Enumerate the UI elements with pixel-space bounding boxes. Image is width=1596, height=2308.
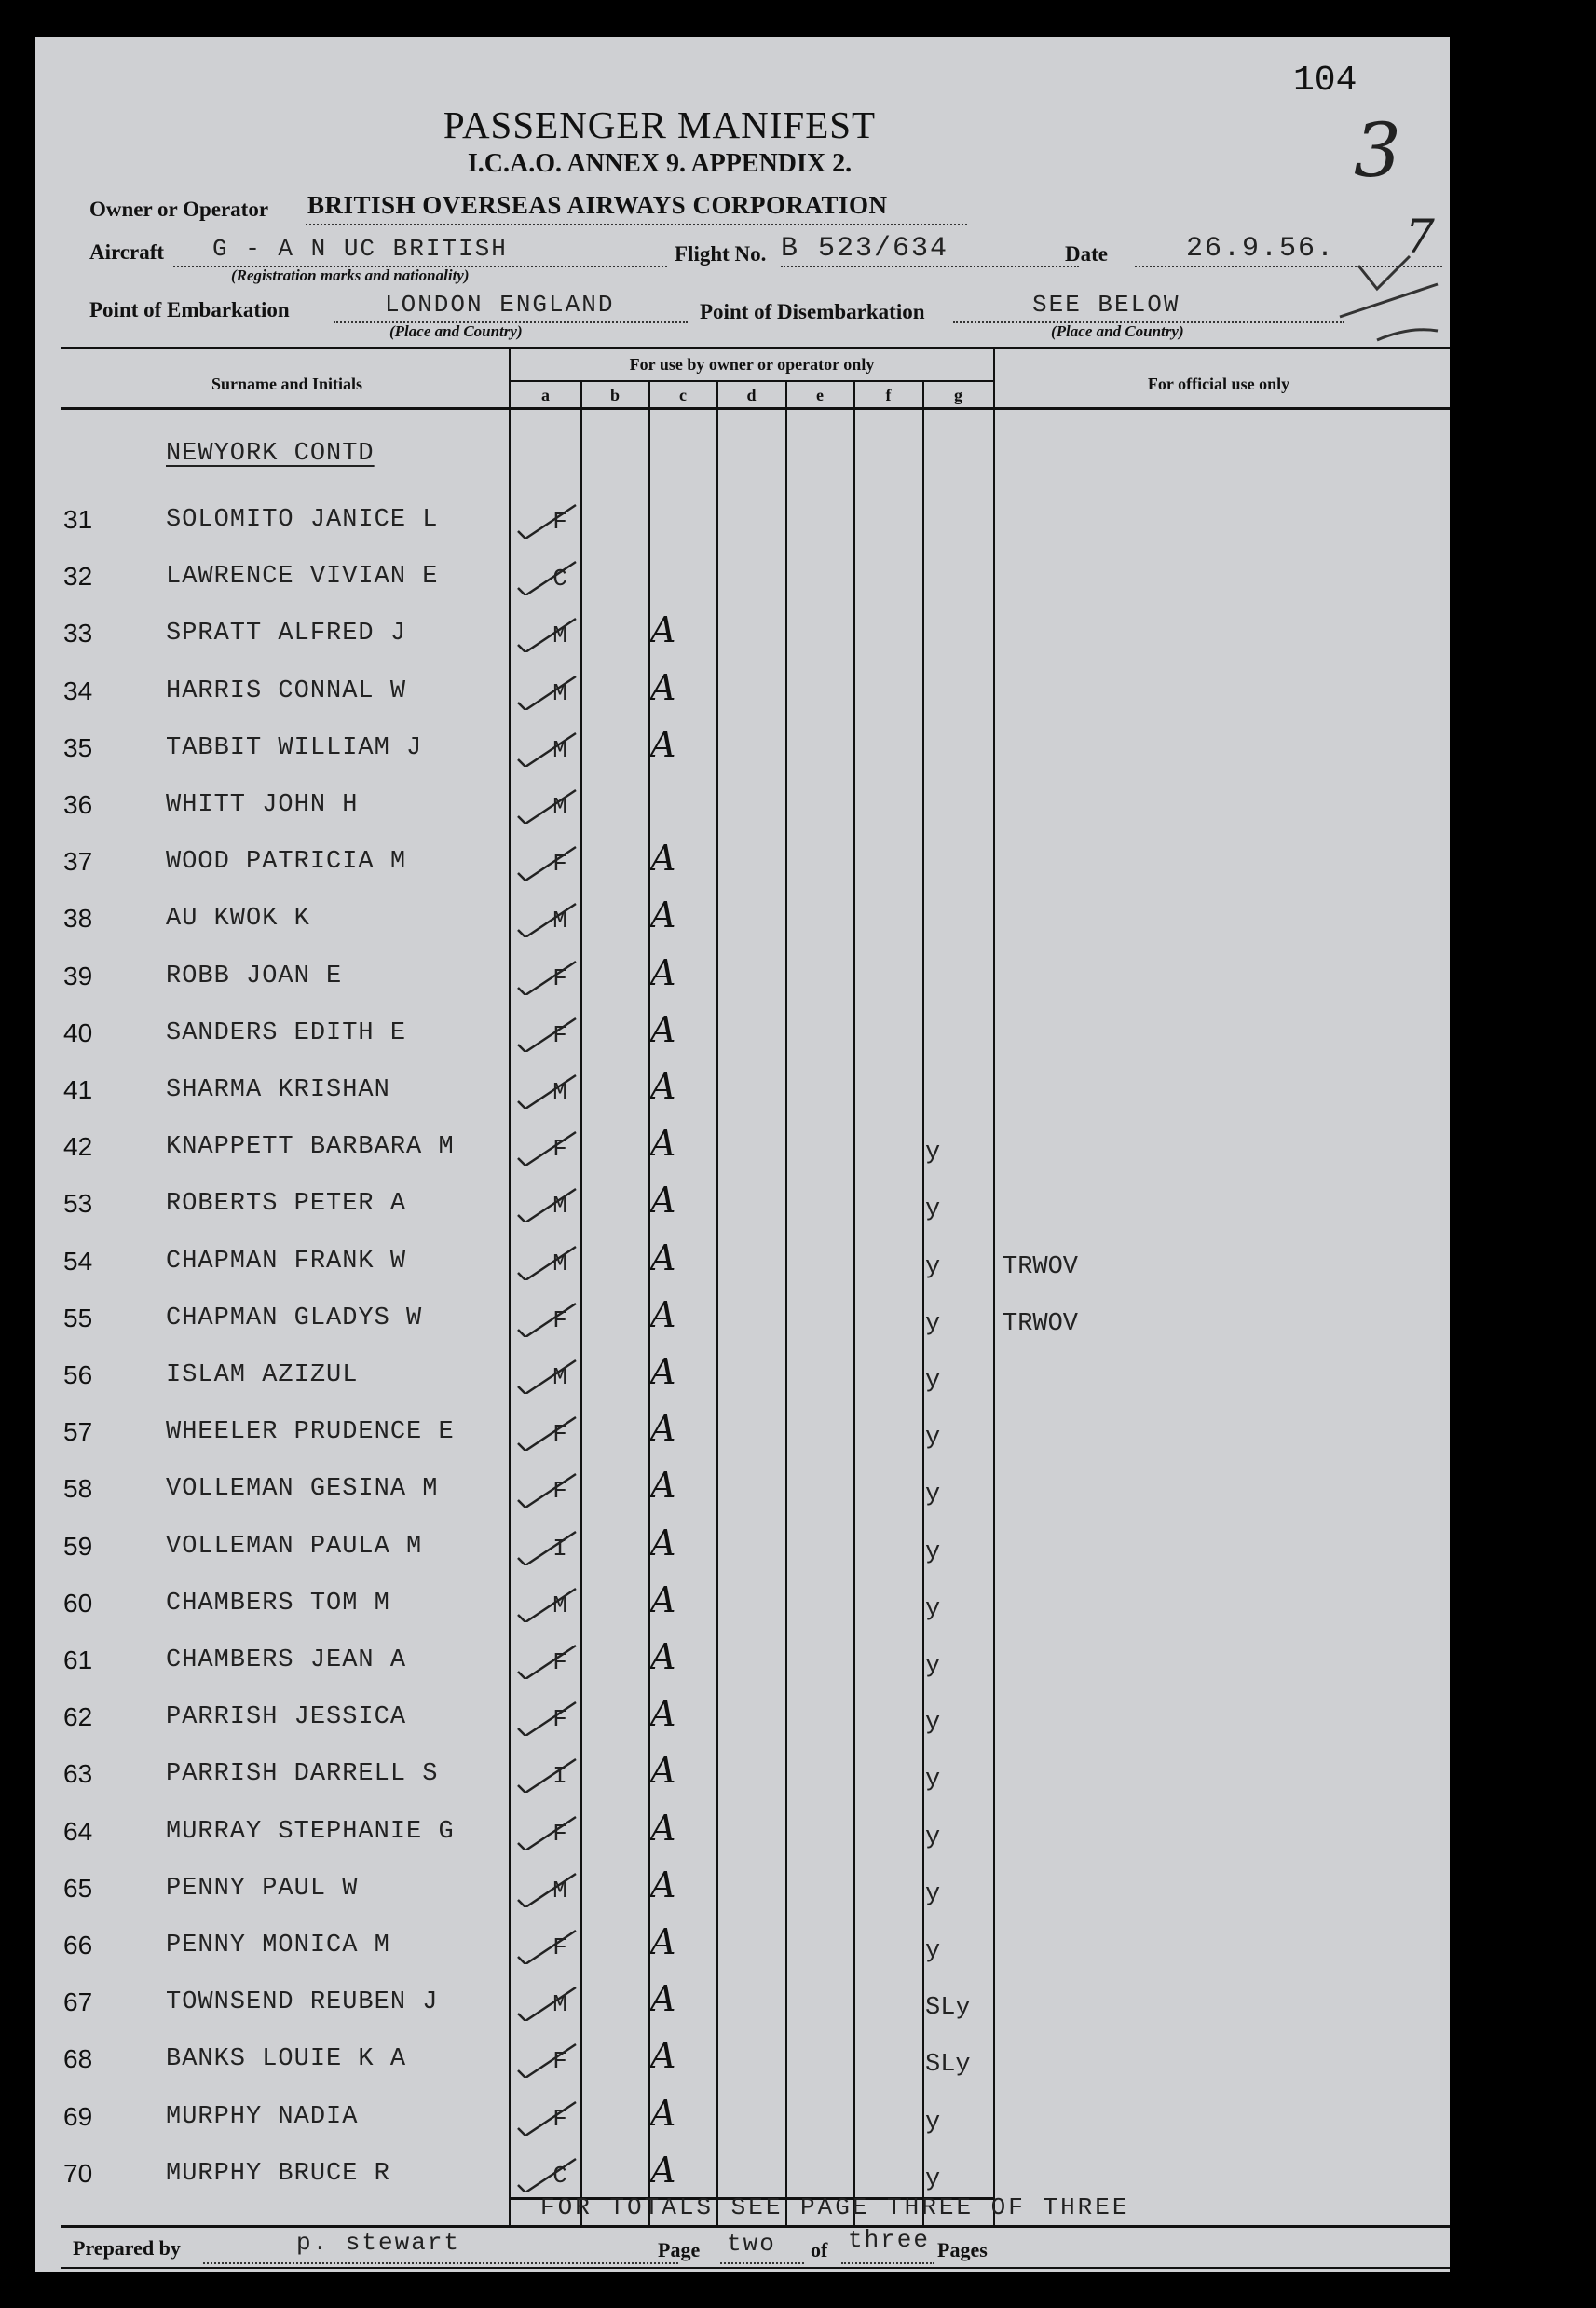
check-mark [511, 1015, 585, 1052]
row-number: 69 [63, 2102, 93, 2131]
passenger-name: PENNY MONICA M [166, 1932, 390, 1960]
check-mark [511, 615, 585, 652]
section-heading: NEWYORK CONTD [166, 440, 375, 468]
embarkation-note: (Place and Country) [389, 322, 523, 340]
row-number: 37 [63, 847, 93, 876]
passenger-name: AU KWOK K [166, 905, 310, 933]
col-g-mark: y [925, 1253, 941, 1281]
row-number: 66 [63, 1931, 93, 1960]
col-a-value: I [552, 1535, 567, 1563]
check-mark [511, 1243, 585, 1280]
check-mark [511, 1357, 585, 1394]
page-title: PASSENGER MANIFEST [443, 103, 877, 146]
row-number: 60 [63, 1589, 93, 1618]
col-c-mark: A [650, 895, 676, 935]
col-g-mark: SLy [925, 2051, 971, 2079]
row-number: 65 [63, 1874, 93, 1903]
check-mark [511, 1813, 585, 1850]
passenger-name: TOWNSEND REUBEN J [166, 1988, 439, 2016]
passenger-name: ROBB JOAN E [166, 963, 343, 990]
official-note: TRWOV [1003, 1253, 1079, 1281]
col-a-value: F [552, 1933, 567, 1961]
row-number: 54 [63, 1247, 93, 1276]
col-a-value: M [552, 621, 567, 649]
passenger-name: VOLLEMAN PAULA M [166, 1533, 423, 1561]
col-c-mark: A [650, 2035, 676, 2076]
check-mark [511, 1128, 585, 1166]
col-a-value: C [552, 565, 567, 593]
col-c-mark: A [650, 1009, 676, 1050]
totals-note: FOR TOTALS SEE PAGE THREE OF THREE [540, 2193, 1130, 2221]
aircraft-value: G - A N UC BRITISH [212, 235, 508, 263]
col-g-mark: y [925, 1195, 941, 1223]
passenger-name: KNAPPETT BARBARA M [166, 1133, 455, 1161]
col-a-value: M [552, 1192, 567, 1220]
col-g-mark: y [925, 1367, 941, 1395]
col-a-value: M [552, 1591, 567, 1619]
row-number: 39 [63, 962, 93, 990]
check-mark [511, 958, 585, 995]
date-value: 26.9.56. [1186, 233, 1336, 265]
row-number: 32 [63, 562, 93, 591]
passenger-name: BANKS LOUIE K A [166, 2045, 407, 2073]
check-mark [511, 2098, 585, 2136]
check-mark [511, 1072, 585, 1109]
row-number: 33 [63, 619, 93, 648]
passenger-name: WHITT JOHN H [166, 791, 359, 819]
col-g-mark: y [925, 1766, 941, 1794]
check-mark [511, 900, 585, 937]
col-a-value: F [552, 508, 567, 536]
manifest-page [35, 37, 1450, 2272]
row-number: 36 [63, 790, 93, 819]
col-g-mark: y [925, 1823, 941, 1851]
row-number: 56 [63, 1360, 93, 1389]
col-c-mark: A [650, 1351, 676, 1392]
check-mark [511, 1585, 585, 1622]
aircraft-label: Aircraft [89, 240, 165, 264]
col-a-value: F [552, 850, 567, 878]
col-b-header: b [609, 386, 620, 404]
passenger-name: MURPHY NADIA [166, 2103, 359, 2131]
col-c-mark: A [650, 838, 676, 879]
col-c-mark: A [650, 1750, 676, 1791]
col-e-header: e [816, 386, 824, 404]
col-c-mark: A [650, 1808, 676, 1849]
passenger-name: TABBIT WILLIAM J [166, 734, 423, 762]
col-a-value: M [552, 1990, 567, 2018]
passenger-name: WHEELER PRUDENCE E [166, 1418, 455, 1446]
check-mark [511, 1413, 585, 1451]
passenger-name: CHAMBERS JEAN A [166, 1646, 407, 1674]
col-a-value: F [552, 1820, 567, 1848]
col-a-value: C [552, 2162, 567, 2190]
col-a-header: a [541, 386, 550, 404]
owner-label: Owner or Operator [89, 198, 269, 221]
passenger-name: MURRAY STEPHANIE G [166, 1818, 455, 1846]
col-a-value: F [552, 1705, 567, 1733]
col-g-mark: y [925, 1538, 941, 1566]
owner-value: BRITISH OVERSEAS AIRWAYS CORPORATION [307, 191, 888, 219]
col-g-mark: SLy [925, 1994, 971, 2022]
row-number: 57 [63, 1417, 93, 1446]
col-official-header: For official use only [1147, 375, 1290, 393]
check-mark [511, 673, 585, 710]
col-a-value: M [552, 679, 567, 707]
pages-label: Pages [937, 2238, 988, 2261]
passenger-name: VOLLEMAN GESINA M [166, 1475, 439, 1503]
passenger-name: CHAPMAN GLADYS W [166, 1304, 423, 1332]
page-label: Page [658, 2238, 701, 2261]
handwritten-corner-tick: 7 [1405, 210, 1435, 264]
col-g-mark: y [925, 1595, 941, 1623]
row-number: 64 [63, 1817, 93, 1846]
passenger-name: LAWRENCE VIVIAN E [166, 563, 439, 591]
embarkation-label: Point of Embarkation [89, 298, 290, 321]
passenger-name: SHARMA KRISHAN [166, 1076, 390, 1104]
col-g-header: g [954, 386, 962, 404]
row-number: 35 [63, 733, 93, 762]
passenger-name: PARRISH DARRELL S [166, 1760, 439, 1788]
col-a-value: F [552, 2105, 567, 2133]
col-c-mark: A [650, 1294, 676, 1335]
col-g-mark: y [925, 1709, 941, 1737]
passenger-name: SANDERS EDITH E [166, 1019, 407, 1047]
col-g-mark: y [925, 1310, 941, 1338]
col-a-value: F [552, 1021, 567, 1049]
check-mark [511, 786, 585, 824]
col-a-value: M [552, 736, 567, 764]
prepared-value: p. stewart [296, 2229, 461, 2257]
row-number: 42 [63, 1132, 93, 1161]
check-mark [511, 501, 585, 539]
row-number: 62 [63, 1702, 93, 1731]
col-g-mark: y [925, 2165, 941, 2193]
col-c-mark: A [650, 2150, 676, 2191]
page-number: 104 [1293, 61, 1357, 101]
col-c-mark: A [650, 1523, 676, 1564]
row-number: 55 [63, 1304, 93, 1332]
of-value: three [848, 2226, 931, 2254]
prepared-label: Prepared by [73, 2236, 181, 2260]
col-c-mark: A [650, 1237, 676, 1278]
col-c-mark: A [650, 1579, 676, 1620]
col-g-mark: y [925, 1481, 941, 1509]
col-c-mark: A [650, 1636, 676, 1677]
col-c-mark: A [650, 1978, 676, 2019]
disembarkation-value: SEE BELOW [1032, 291, 1180, 319]
col-a-value: F [552, 2047, 567, 2075]
handwritten-corner-mark: 3 [1354, 107, 1401, 194]
row-number: 68 [63, 2044, 93, 2073]
col-g-mark: y [925, 1937, 941, 1965]
passenger-name: SOLOMITO JANICE L [166, 506, 439, 534]
of-label: of [811, 2238, 828, 2261]
col-c-mark: A [650, 1864, 676, 1905]
check-mark [511, 1185, 585, 1222]
col-c-mark: A [650, 1921, 676, 1962]
check-mark [511, 2155, 585, 2192]
check-mark [511, 1300, 585, 1337]
page-value: two [727, 2230, 776, 2258]
col-a-value: M [552, 907, 567, 935]
check-mark [511, 1699, 585, 1736]
row-number: 40 [63, 1018, 93, 1047]
row-number: 34 [63, 676, 93, 705]
col-a-value: M [552, 793, 567, 821]
row-number: 61 [63, 1646, 93, 1674]
col-a-value: M [552, 1363, 567, 1391]
col-d-header: d [746, 386, 757, 404]
check-mark [511, 2041, 585, 2078]
col-c-mark: A [650, 667, 676, 708]
row-number: 63 [63, 1759, 93, 1788]
check-mark [511, 558, 585, 595]
flight-value: B 523/634 [781, 233, 949, 265]
col-a-value: M [552, 1250, 567, 1277]
check-mark [511, 1642, 585, 1679]
passenger-name: MURPHY BRUCE R [166, 2160, 390, 2188]
row-number: 59 [63, 1532, 93, 1561]
col-g-mark: y [925, 2109, 941, 2137]
corner-tick-strokes [1321, 247, 1442, 349]
col-a-value: F [552, 1477, 567, 1505]
col-a-value: F [552, 1135, 567, 1163]
check-mark [511, 1870, 585, 1907]
passenger-name: CHAMBERS TOM M [166, 1590, 390, 1618]
check-mark [511, 1927, 585, 1964]
check-mark [511, 1755, 585, 1793]
page-subtitle: I.C.A.O. ANNEX 9. APPENDIX 2. [467, 149, 853, 178]
row-number: 67 [63, 1987, 93, 2016]
col-g-mark: y [925, 1139, 941, 1167]
col-a-value: M [552, 1078, 567, 1106]
passenger-name: PARRISH JESSICA [166, 1703, 407, 1731]
check-mark [511, 730, 585, 767]
passenger-name: ROBERTS PETER A [166, 1190, 407, 1218]
col-g-mark: y [925, 1424, 941, 1452]
col-a-value: F [552, 1648, 567, 1676]
col-g-mark: y [925, 1652, 941, 1680]
col-c-mark: A [650, 1123, 676, 1164]
col-a-value: F [552, 1306, 567, 1334]
col-g-mark: y [925, 1880, 941, 1908]
col-c-mark: A [650, 1180, 676, 1221]
col-c-mark: A [650, 2093, 676, 2134]
passenger-name: PENNY PAUL W [166, 1875, 359, 1903]
row-number: 70 [63, 2159, 93, 2188]
row-number: 41 [63, 1075, 93, 1104]
check-mark [511, 1984, 585, 2021]
passenger-name: WOOD PATRICIA M [166, 848, 407, 876]
row-number: 31 [63, 505, 93, 534]
col-a-value: F [552, 1420, 567, 1448]
passenger-name: CHAPMAN FRANK W [166, 1248, 407, 1276]
embarkation-value: LONDON ENGLAND [385, 291, 615, 319]
date-label: Date [1065, 242, 1108, 266]
col-f-header: f [885, 386, 892, 404]
col-surname-header: Surname and Initials [211, 375, 363, 393]
row-number: 38 [63, 904, 93, 933]
passenger-name: SPRATT ALFRED J [166, 620, 407, 648]
check-mark [511, 1470, 585, 1508]
col-c-mark: A [650, 1465, 676, 1506]
aircraft-note: (Registration marks and nationality) [231, 266, 470, 284]
row-number: 58 [63, 1474, 93, 1503]
col-c-mark: A [650, 609, 676, 650]
col-c-mark: A [650, 1408, 676, 1449]
col-a-value: F [552, 964, 567, 992]
col-c-mark: A [650, 1066, 676, 1107]
col-a-value: I [552, 1762, 567, 1790]
disembarkation-note: (Place and Country) [1051, 322, 1184, 340]
passenger-name: HARRIS CONNAL W [166, 677, 407, 705]
official-note: TRWOV [1003, 1310, 1079, 1338]
flight-label: Flight No. [675, 242, 767, 266]
col-c-header: c [679, 386, 687, 404]
row-number: 53 [63, 1189, 93, 1218]
col-c-mark: A [650, 952, 676, 993]
passenger-name: ISLAM AZIZUL [166, 1361, 359, 1389]
col-c-mark: A [650, 724, 676, 765]
check-mark [511, 1528, 585, 1565]
col-a-value: M [552, 1877, 567, 1905]
disembarkation-label: Point of Disembarkation [700, 300, 925, 323]
col-c-mark: A [650, 1693, 676, 1734]
check-mark [511, 843, 585, 881]
col-owner-header: For use by owner or operator only [629, 355, 875, 374]
